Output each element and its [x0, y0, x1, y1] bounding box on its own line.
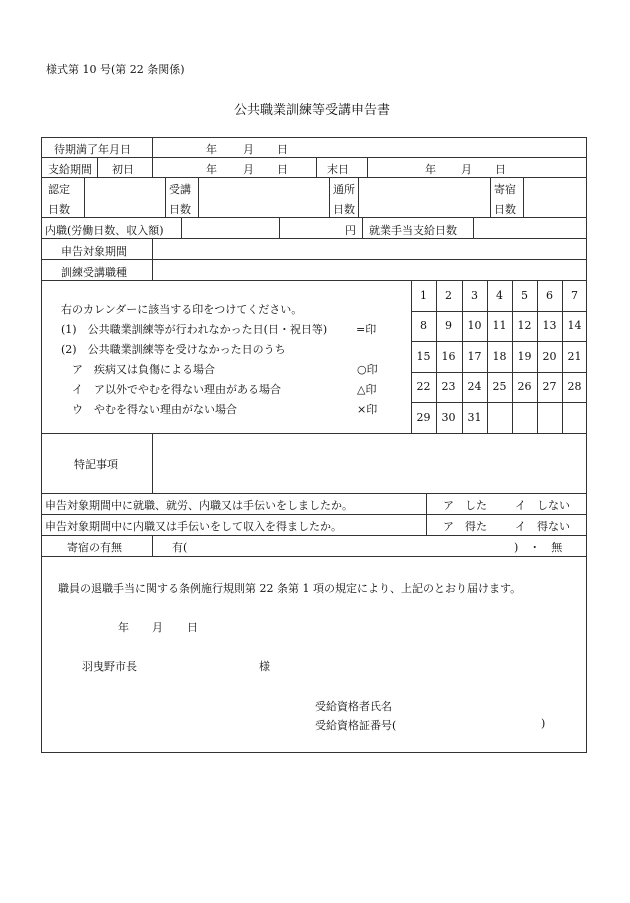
certificate-number-label: 受給資格証番号(	[315, 719, 397, 732]
year-label: 年	[206, 163, 217, 176]
lodging-days-label-1: 寄宿	[494, 183, 516, 196]
calendar-day[interactable]: 18	[492, 350, 507, 363]
calendar-day[interactable]: 8	[420, 319, 427, 332]
commute-days-label-1: 通所	[333, 183, 355, 196]
applicant-name-label: 受給資格者氏名	[315, 700, 392, 713]
calendar-day[interactable]: 9	[445, 319, 452, 332]
calendar-day[interactable]: 17	[467, 350, 482, 363]
question-income: 申告対象期間中に内職又は手伝いをして収入を得ましたか。	[45, 520, 342, 533]
answer-did[interactable]: ア した	[443, 499, 487, 512]
lecture-days-label-1: 受講	[169, 183, 191, 196]
calendar-day[interactable]: 1	[420, 289, 427, 302]
lodging-yes[interactable]: 有(	[172, 541, 188, 554]
calendar-day[interactable]: 26	[517, 380, 532, 393]
calendar-day[interactable]: 19	[517, 350, 532, 363]
instruction-item-i: イ ア以外でやむを得ない理由がある場合	[72, 383, 281, 396]
declaration-statement: 職員の退職手当に関する条例施行規則第 22 条第 1 項の規定により、上記のとおり届けます。	[58, 582, 522, 595]
yen-label: 円	[345, 224, 356, 237]
calendar-day[interactable]: 11	[492, 319, 507, 332]
commute-days-label-2: 日数	[333, 203, 355, 216]
instruction-item-u: ウ やむを得ない理由がない場合	[72, 403, 237, 416]
day-label: 日	[495, 163, 506, 176]
month-label: 月	[243, 143, 254, 156]
month-label: 月	[243, 163, 254, 176]
calendar-day[interactable]: 14	[567, 319, 582, 332]
lodging-no[interactable]: ) ・ 無	[514, 541, 563, 554]
certificate-number-close: )	[541, 717, 546, 730]
instruction-item-a-mark: ○印	[357, 363, 378, 376]
instruction-item-a: ア 疾病又は負傷による場合	[72, 363, 215, 376]
calendar-day[interactable]: 7	[571, 289, 578, 302]
instruction-item-u-mark: ×印	[357, 403, 378, 416]
instruction-item-1-mark: =印	[356, 323, 377, 336]
instruction-item-1: (1) 公共職業訓練等が行われなかった日(日・祝日等)	[61, 323, 328, 336]
question-employment: 申告対象期間中に就職、就労、内職又は手伝いをしましたか。	[45, 499, 353, 512]
month-label: 月	[461, 163, 472, 176]
page-title: 公共職業訓練等受講申告書	[234, 103, 391, 118]
calendar-day[interactable]: 20	[542, 350, 557, 363]
calendar-day[interactable]: 22	[416, 380, 431, 393]
calendar-day[interactable]: 15	[416, 350, 431, 363]
calendar-day[interactable]: 27	[542, 380, 557, 393]
form-number: 様式第 10 号(第 22 条関係)	[46, 63, 185, 76]
lodging-days-label-2: 日数	[494, 203, 516, 216]
instruction-item-i-mark: △印	[357, 383, 377, 396]
side-job-label: 内職(労働日数、収入額)	[45, 224, 164, 237]
year-label: 年	[206, 143, 217, 156]
day-label: 日	[277, 143, 288, 156]
calendar-day[interactable]: 5	[521, 289, 528, 302]
waiting-end-date-label: 待期満了年月日	[54, 143, 131, 156]
calendar-day[interactable]: 6	[546, 289, 553, 302]
instruction-item-2: (2) 公共職業訓練等を受けなかった日のうち	[61, 343, 286, 356]
declaration-period-label: 申告対象期間	[61, 245, 127, 258]
date-year-label: 年	[118, 621, 129, 634]
last-day-label: 末日	[327, 163, 349, 176]
date-month-label: 月	[152, 621, 163, 634]
calendar-day[interactable]: 4	[496, 289, 503, 302]
calendar-day[interactable]: 16	[441, 350, 456, 363]
training-course-label: 訓練受講職種	[61, 266, 127, 279]
date-day-label: 日	[187, 621, 198, 634]
calendar-day[interactable]: 23	[441, 380, 456, 393]
calendar-instruction: 右のカレンダーに該当する印をつけてください。	[61, 303, 303, 316]
answer-not-earned[interactable]: イ 得ない	[515, 520, 570, 533]
calendar-day[interactable]: 10	[467, 319, 482, 332]
calendar-day[interactable]: 31	[467, 411, 482, 424]
certified-days-label-1: 認定	[48, 183, 70, 196]
first-day-label: 初日	[112, 163, 134, 176]
calendar-day[interactable]: 2	[445, 289, 452, 302]
answer-did-not[interactable]: イ しない	[515, 499, 570, 512]
calendar-day[interactable]: 30	[441, 411, 456, 424]
lodging-status-label: 寄宿の有無	[67, 541, 122, 554]
remarks-label: 特記事項	[74, 458, 118, 471]
lecture-days-label-2: 日数	[169, 203, 191, 216]
calendar-day[interactable]: 13	[542, 319, 557, 332]
calendar-day[interactable]: 29	[416, 411, 431, 424]
certified-days-label-2: 日数	[48, 203, 70, 216]
calendar-day[interactable]: 3	[471, 289, 478, 302]
honorific: 様	[259, 660, 270, 673]
calendar-day[interactable]: 24	[467, 380, 482, 393]
addressee: 羽曳野市長	[82, 660, 137, 673]
calendar-day[interactable]: 12	[517, 319, 532, 332]
year-label: 年	[425, 163, 436, 176]
calendar-day[interactable]: 21	[567, 350, 582, 363]
payment-period-label: 支給期間	[48, 163, 92, 176]
employment-allowance-days-label: 就業手当支給日数	[369, 224, 457, 237]
calendar-day[interactable]: 28	[567, 380, 582, 393]
day-label: 日	[277, 163, 288, 176]
calendar-day[interactable]: 25	[492, 380, 507, 393]
answer-earned[interactable]: ア 得た	[443, 520, 487, 533]
